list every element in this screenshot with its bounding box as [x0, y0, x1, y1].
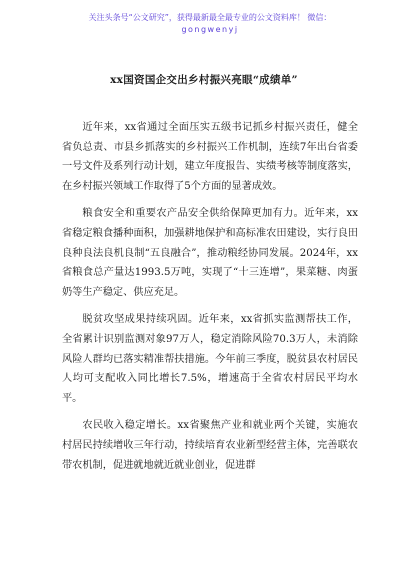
header-promo-note [60, 12, 360, 36]
document-title: xx国资国企交出乡村振兴亮眼“成绩单” [110, 74, 298, 86]
paragraph-3: 脱贫攻坚成果持续巩固。近年来，xx省抓实监测帮扶工作，全省累计识别监测对象97万人，稳定消除风险70.3万人，未消除风险人群均已落实精准帮扶措施。今年前三季度，脱贫县农村居民人均可支配收入同比增长7.5%，增速高于全省农村居民平均水平。 [62, 314, 358, 404]
header-promo-line-2: gongwenyj [181, 25, 239, 34]
document-body [62, 118, 358, 475]
paragraph-4: 农民收入稳定增长。xx省聚焦产业和就业两个关键，实施农村居民持续增收三年行动，持续培育农业新型经营主体，完善联农带农机制，促进就地就近就业创业，促进群 [62, 420, 358, 471]
paragraph-2: 粮食安全和重要农产品安全供给保障更加有力。近年来，xx省稳定粮食播种面积，加强耕地保护和高标准农田建设，实行良田良种良法良机良制“五良融合”，推动粮经协同发展。2024年，xx省粮食总产量达1993.5万吨，实现了“十三连增”，果菜糖、肉蛋奶等生产稳定、供应充足。 [62, 208, 358, 298]
header-promo-line-1: 关注头条号“公文研究”，获得最新最全最专业的公文资料库！ 微信： [88, 13, 332, 22]
paragraph-1: 近年来，xx省通过全面压实五级书记抓乡村振兴责任，健全省负总责、市县乡抓落实的乡村振兴工作机制，连续7年出台省委一号文件及系列行动计划，建立年度报告、实绩考核等制度落实，在乡村振兴领域工作取得了5个方面的显著成效。 [62, 122, 358, 192]
